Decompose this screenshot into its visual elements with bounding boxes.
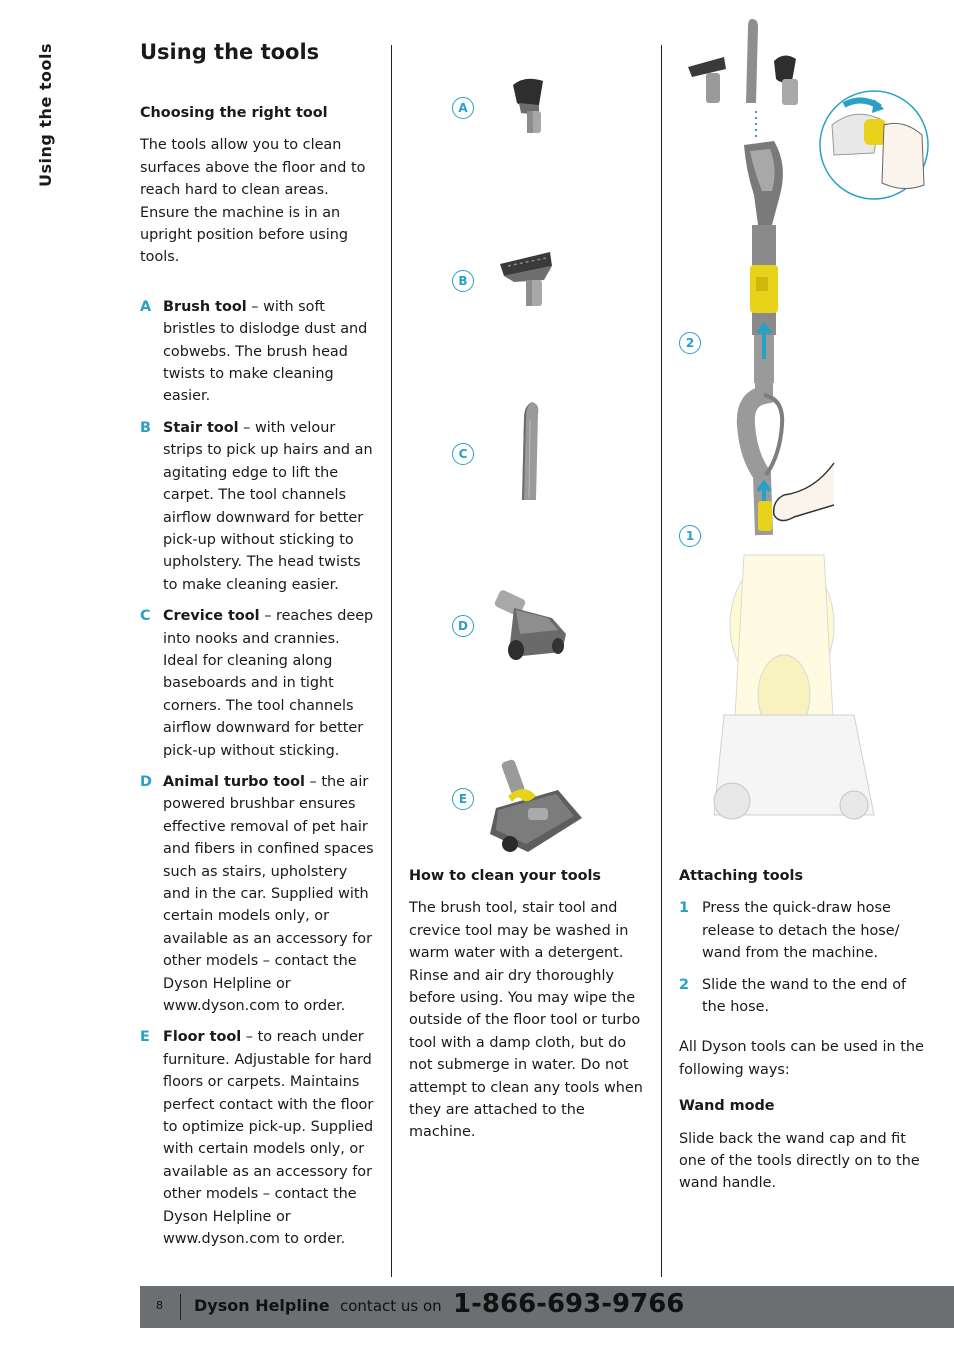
side-tab — [28, 42, 68, 195]
floor-tool-illustration — [488, 756, 584, 856]
tool-item-d — [140, 771, 375, 1017]
step-2 — [679, 974, 924, 1019]
animal-turbo-tool-illustration — [492, 588, 572, 664]
stair-tool-illustration — [498, 250, 556, 308]
tool-key: E — [140, 1029, 150, 1046]
clean-column — [409, 865, 649, 1144]
page-title: Using the tools — [140, 40, 320, 64]
tool-name: Animal turbo tool — [163, 773, 305, 790]
step-text: Slide the wand to the end of the hose. — [702, 976, 907, 1016]
tool-name: Floor tool — [163, 1029, 242, 1046]
choosing-heading: Choosing the right tool — [140, 105, 328, 121]
tool-desc: – with velour strips to pick up hairs and an agitating edge to lift the carpet. The tool channels airflow downward for better pick-up without sticking to upholstery. The head twists to make cleaning easier. — [163, 419, 373, 593]
contact-label: contact us on — [340, 1297, 442, 1315]
wand-mode-text: Slide back the wand cap and fit one of the tools directly on to the wand handle. — [679, 1130, 920, 1192]
footer-divider — [180, 1294, 181, 1320]
tool-ways-text: All Dyson tools can be used in the following ways: — [679, 1039, 924, 1078]
tool-desc: – reaches deep into nooks and crannies. Ideal for cleaning along baseboards and in tight corners. The tool channels airflow downward for better pick-up without sticking. — [163, 608, 374, 759]
tool-name: Brush tool — [163, 298, 247, 315]
column-divider — [391, 45, 392, 1277]
tool-item-e — [140, 1026, 375, 1250]
step-text: Press the quick-draw hose release to detach the hose/ wand from the machine. — [702, 900, 900, 962]
badge-d: D — [452, 615, 474, 637]
tool-key: D — [140, 773, 152, 790]
tool-key: C — [140, 608, 151, 625]
badge-b: B — [452, 270, 474, 292]
tool-name: Crevice tool — [163, 608, 260, 625]
badge-step-2: 2 — [679, 332, 701, 354]
tool-desc: – the air powered brushbar ensures effective removal of pet hair and fibers in confined spaces such as stairs, upholstery and in the car. Supplied with certain models only, or available as an accessory for other models – contact the Dyson Helpline or www.dyson.com to order. — [163, 773, 374, 1015]
tool-desc: – with soft bristles to dislodge dust and cobwebs. The brush head twists to make cleaning easier. — [163, 298, 368, 405]
step-number: 1 — [679, 900, 690, 917]
tool-item-b — [140, 417, 375, 596]
helpline-label: Dyson Helpline — [194, 1296, 330, 1315]
attaching-column — [679, 865, 924, 1195]
vacuum-hose-illustration — [684, 15, 934, 830]
column-divider — [661, 45, 662, 1277]
clean-text: The brush tool, stair tool and crevice tool may be washed in warm water with a detergent. Rinse and air dry thoroughly before using. You may wipe the outside of the floor tool or turbo tool with a damp cloth, but do not submerge in water. Do not attempt to clean any tools when they are attached to the machine. — [409, 900, 643, 1141]
tool-name: Stair tool — [163, 419, 239, 436]
attaching-heading: Attaching tools — [679, 868, 804, 884]
badge-e: E — [452, 788, 474, 810]
helpline-phone: 1-866-693-9766 — [453, 1289, 685, 1319]
wand-mode-heading: Wand mode — [679, 1098, 775, 1115]
tool-key: A — [140, 298, 152, 315]
page-number: 8 — [156, 1299, 163, 1312]
footer-bar — [140, 1286, 954, 1328]
tool-item-a — [140, 296, 375, 408]
side-tab-label: Using the tools — [36, 42, 55, 187]
badge-step-1: 1 — [679, 525, 701, 547]
choosing-intro: The tools allow you to clean surfaces above the floor and to reach hard to clean areas. Ensure the machine is in an upright position before using tools. — [140, 137, 366, 266]
tool-desc: – to reach under furniture. Adjustable for hard floors or carpets. Maintains perfect contact with the floor to optimize pick-up. Supplied with certain models only, or available as an accessory for other models – contact the Dyson Helpline or www.dyson.com to order. — [163, 1029, 374, 1248]
tool-item-c — [140, 605, 375, 762]
badge-a: A — [452, 97, 474, 119]
crevice-tool-illustration — [514, 400, 544, 504]
step-number: 2 — [679, 976, 690, 993]
badge-c: C — [452, 443, 474, 465]
clean-heading: How to clean your tools — [409, 868, 601, 884]
brush-tool-illustration — [505, 75, 555, 135]
tools-column — [140, 102, 375, 1251]
tool-key: B — [140, 419, 151, 436]
step-1 — [679, 897, 924, 964]
